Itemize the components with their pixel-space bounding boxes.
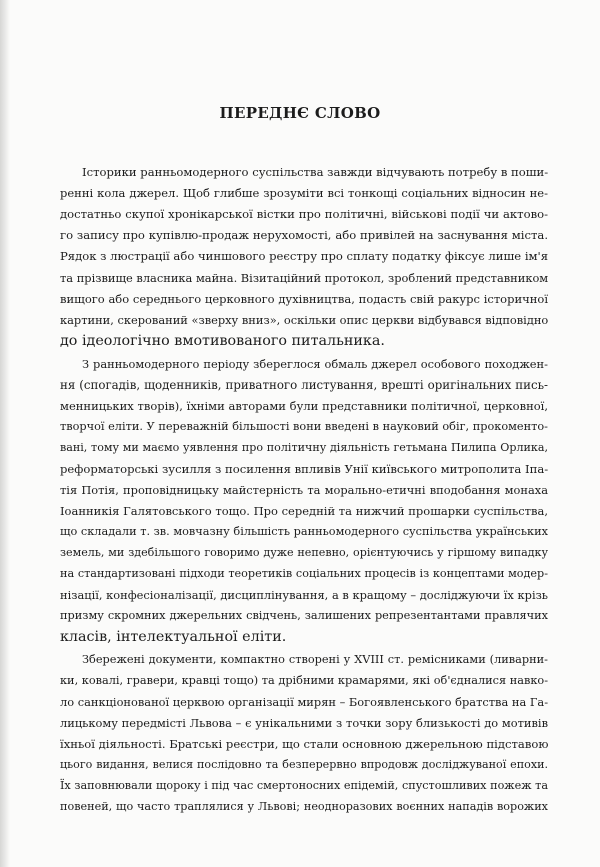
text-line: цього видання, велися послідовно та безперервно впродовж досліджуваної епохи. — [60, 758, 548, 771]
text-line: тія Потія, проповідницьку майстерність та морально-етичні вподобання монаха — [60, 483, 548, 497]
text-line: на стандартизовані підходи теоретиків соціальних процесів із концептами модер- — [60, 567, 548, 580]
text-line: лицькому передмісті Львова – є унікальними з точки зору близькості до мотивів — [60, 716, 548, 730]
text-line: нізації, конфесіоналізації, дисциплінування, а в кращому – досліджуючи їх крізь — [60, 588, 548, 602]
text-line: Їх заповнювали щороку і під час смертоносних епідемій, спустошливих пожеж та — [60, 779, 548, 792]
text-line: призму скромних джерельних свідчень, залишених репрезентантами правлячих — [60, 609, 548, 622]
text-line: ня (спогадів, щоденників, приватного листування, врешті оригінальних пись- — [60, 378, 548, 392]
text-line: го запису про купівлю-продаж нерухомості, або привілей на заснування міста. — [60, 228, 548, 242]
text-line: реформаторські зусилля з посилення впливів Унії київського митрополита Іпа- — [60, 462, 549, 476]
text-line: Збережені документи, компактно створені у XVIII ст. ремісниками (ливарни- — [82, 653, 548, 666]
page-title: ПЕРЕДНЄ СЛОВО — [219, 104, 381, 122]
text-line: земель, ми здебільшого говоримо дуже непевно, орієнтуючись у гіршому випадку — [60, 546, 548, 559]
text-line: що складали т. зв. мовчазну більшість ранньомодерного суспільства українських — [60, 525, 548, 538]
text-line: повеней, що часто траплялися у Львові; неодноразових воєнних нападів ворожих — [60, 800, 548, 813]
text-line: творчої еліти. У переважній більшості вони введені в науковий обіг, прокоменто- — [60, 420, 548, 433]
text-line: та прізвище власника майна. Візитаційний протокол, зроблений представником — [60, 271, 549, 285]
text-line: Рядок з люстрації або чиншового реєстру про сплату податку фіксує лише ім'я — [60, 249, 549, 263]
page-edge-shadow — [0, 0, 10, 867]
text-line: ренні кола джерел. Щоб глибше зрозуміти всі тонкощі соціальних відносин не- — [60, 186, 548, 200]
text-line: Іоанникія Галятовського тощо. Про середній та нижчий прошарки суспільства, — [60, 504, 548, 518]
text-line: картини, скерований «зверху вниз», оскільки опис церкви відбувався відповідно — [60, 313, 549, 327]
text-line: класів, інтелектуальної еліти. — [60, 629, 287, 645]
text-line: ки, ковалі, гравери, кравці тощо) та дрібними крамарями, які об'єдналися навко- — [60, 674, 549, 687]
text-line: Історики ранньомодерного суспільства завжди відчувають потребу в поши- — [82, 165, 549, 179]
text-line: вищого або середнього церковного духівництва, подасть свій ракурс історичної — [60, 292, 548, 306]
text-line: вані, тому ми маємо уявлення про політичну діяльність гетьмана Пилипа Орлика, — [60, 441, 548, 454]
text-line: до ідеологічно вмотивованого питальника. — [60, 333, 385, 349]
text-line: менницьких творів), їхніми авторами були представники політичної, церковної, — [60, 399, 548, 413]
text-line: достатньо скупої хронікарської вістки про політичні, військові події чи актово- — [60, 207, 548, 221]
text-line: ло санкціонованої церквою організації мирян – Богоявленського братства на Га- — [60, 695, 549, 709]
text-line: З ранньомодерного періоду збереглося обмаль джерел особового походжен- — [82, 357, 548, 371]
text-line: їхньої діяльності. Братські реєстри, що стали основною джерельною підставою — [60, 737, 549, 751]
